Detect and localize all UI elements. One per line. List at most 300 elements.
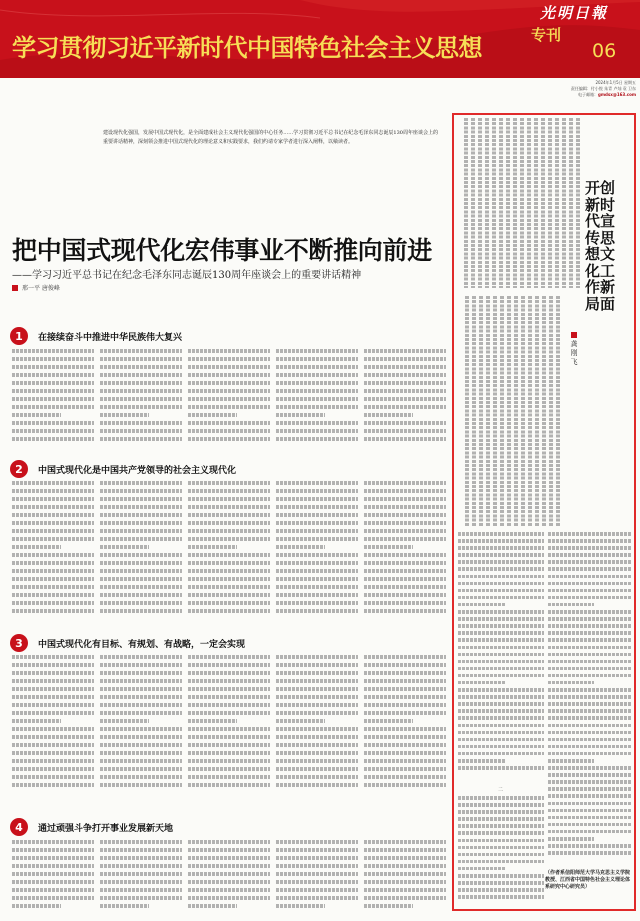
text-line xyxy=(458,567,544,571)
text-line xyxy=(364,775,446,779)
text-line xyxy=(458,695,544,699)
text-column xyxy=(493,296,497,526)
text-line xyxy=(100,735,182,739)
text-line xyxy=(548,794,632,798)
text-line xyxy=(12,437,94,441)
text-line xyxy=(364,513,446,517)
text-line xyxy=(548,560,632,564)
newspaper-logo: 光明日報 xyxy=(540,4,609,22)
text-line xyxy=(458,660,544,664)
text-line xyxy=(276,751,358,755)
text-line xyxy=(364,655,446,659)
text-line xyxy=(458,560,544,564)
text-line xyxy=(364,848,446,852)
text-line xyxy=(276,872,358,876)
text-line xyxy=(276,687,358,691)
text-line xyxy=(276,373,358,377)
text-line xyxy=(12,864,94,868)
text-line xyxy=(100,872,182,876)
text-line xyxy=(100,437,182,441)
text-line xyxy=(364,537,446,541)
text-line xyxy=(12,671,94,675)
text-line xyxy=(188,489,270,493)
sidebar-section-mark: 二 xyxy=(498,787,504,793)
text-line xyxy=(548,773,632,777)
text-line xyxy=(276,609,358,613)
text-line xyxy=(458,810,544,814)
text-line xyxy=(188,601,270,605)
text-line xyxy=(100,767,182,771)
text-line xyxy=(548,738,632,742)
text-line xyxy=(100,497,182,501)
text-line xyxy=(188,727,270,731)
text-line xyxy=(188,687,270,691)
text-line xyxy=(364,481,446,485)
text-line xyxy=(12,735,94,739)
text-line xyxy=(12,489,94,493)
text-line xyxy=(364,840,446,844)
text-line xyxy=(100,529,182,533)
text-line xyxy=(458,874,544,878)
text-line xyxy=(458,553,544,557)
text-line xyxy=(188,389,270,393)
text-line xyxy=(548,553,632,557)
text-line xyxy=(12,405,94,409)
text-line xyxy=(548,816,632,820)
text-column xyxy=(507,296,511,526)
text-line xyxy=(12,429,94,433)
text-line xyxy=(364,389,446,393)
text-line xyxy=(458,846,544,850)
text-line xyxy=(458,752,544,756)
text-line xyxy=(12,751,94,755)
text-line xyxy=(188,529,270,533)
text-line xyxy=(12,585,94,589)
text-column xyxy=(562,118,566,288)
text-line xyxy=(276,601,358,605)
text-line xyxy=(364,593,446,597)
text-line xyxy=(276,405,358,409)
column-tag: 专刊 xyxy=(531,26,562,44)
text-line xyxy=(364,585,446,589)
text-line xyxy=(364,489,446,493)
text-line xyxy=(100,719,149,723)
text-line xyxy=(12,373,94,377)
text-line xyxy=(364,529,446,533)
text-line xyxy=(100,775,182,779)
text-line xyxy=(548,646,632,650)
text-line xyxy=(458,667,544,671)
text-line xyxy=(548,780,632,784)
text-line xyxy=(100,687,182,691)
text-line xyxy=(458,803,544,807)
text-line xyxy=(188,663,270,667)
text-line xyxy=(12,505,94,509)
text-column xyxy=(514,296,518,526)
article-headline: 把中国式现代化宏伟事业不断推向前进 xyxy=(12,236,432,265)
text-line xyxy=(276,349,358,353)
text-line xyxy=(100,671,182,675)
text-line xyxy=(12,381,94,385)
text-line xyxy=(276,381,358,385)
text-line xyxy=(188,569,270,573)
text-line xyxy=(100,545,149,549)
text-line xyxy=(458,895,544,899)
text-line xyxy=(364,856,446,860)
text-line xyxy=(458,724,544,728)
text-line xyxy=(548,787,632,791)
text-line xyxy=(458,860,544,864)
text-line xyxy=(100,577,182,581)
text-line xyxy=(188,405,270,409)
text-line xyxy=(276,775,358,779)
text-line xyxy=(12,759,94,763)
author-square-icon xyxy=(571,332,577,338)
text-line xyxy=(548,851,632,855)
text-line xyxy=(364,695,446,699)
text-line xyxy=(188,421,270,425)
issue-meta xyxy=(548,80,636,98)
text-line xyxy=(188,783,270,787)
text-column xyxy=(465,296,469,526)
text-column xyxy=(478,118,482,288)
text-line xyxy=(12,703,94,707)
text-line xyxy=(276,365,358,369)
text-line xyxy=(548,709,632,713)
text-line xyxy=(458,702,544,706)
text-line xyxy=(188,743,270,747)
text-line xyxy=(12,561,94,565)
text-line xyxy=(364,405,446,409)
text-line xyxy=(458,731,544,735)
text-column xyxy=(485,118,489,288)
text-line xyxy=(548,617,632,621)
text-line xyxy=(364,719,413,723)
text-line xyxy=(100,357,182,361)
text-line xyxy=(548,589,632,593)
section-number-badge: 4 xyxy=(10,818,28,836)
text-line xyxy=(548,802,632,806)
text-line xyxy=(100,405,182,409)
text-line xyxy=(276,703,358,707)
text-line xyxy=(458,646,544,650)
text-line xyxy=(364,365,446,369)
section-heading-4 xyxy=(10,817,448,837)
text-line xyxy=(458,831,544,835)
text-line xyxy=(100,655,182,659)
text-line xyxy=(100,783,182,787)
text-line xyxy=(12,389,94,393)
text-line xyxy=(458,596,544,600)
text-line xyxy=(188,521,270,525)
text-line xyxy=(100,521,182,525)
text-line xyxy=(188,864,270,868)
text-line xyxy=(276,553,358,557)
text-line xyxy=(276,489,358,493)
text-column xyxy=(556,296,560,526)
text-line xyxy=(548,603,594,607)
text-line xyxy=(276,437,358,441)
text-line xyxy=(276,783,358,787)
text-line xyxy=(548,667,632,671)
text-line xyxy=(100,569,182,573)
text-line xyxy=(12,856,94,860)
text-line xyxy=(458,575,544,579)
sidebar-author-name: 龚刚飞 xyxy=(570,340,578,366)
text-line xyxy=(276,561,358,565)
text-line xyxy=(364,671,446,675)
text-column xyxy=(569,118,573,288)
text-line xyxy=(188,505,270,509)
text-line xyxy=(188,671,270,675)
text-line xyxy=(548,596,632,600)
text-line xyxy=(458,617,544,621)
text-line xyxy=(548,610,632,614)
text-line xyxy=(12,783,94,787)
text-line xyxy=(458,610,544,614)
text-line xyxy=(188,497,270,501)
article-subtitle: ——学习习近平总书记在纪念毛泽东同志诞辰130周年座谈会上的重要讲话精神 xyxy=(12,270,362,281)
text-line xyxy=(12,896,94,900)
text-line xyxy=(364,727,446,731)
text-line xyxy=(458,624,544,628)
text-line xyxy=(12,872,94,876)
text-line xyxy=(364,783,446,787)
text-line xyxy=(548,759,594,763)
text-line xyxy=(100,349,182,353)
text-column xyxy=(520,118,524,288)
masthead-title: 学习贯彻习近平新时代中国特色社会主义思想 xyxy=(12,34,482,62)
text-column xyxy=(555,118,559,288)
text-line xyxy=(100,727,182,731)
text-line xyxy=(188,373,270,377)
text-line xyxy=(364,601,446,605)
text-line xyxy=(12,743,94,747)
text-line xyxy=(458,766,544,770)
text-line xyxy=(458,539,544,543)
text-line xyxy=(364,577,446,581)
text-column xyxy=(499,118,503,288)
text-line xyxy=(12,521,94,525)
section-title: 中国式现代化是中国共产党领导的社会主义现代化 xyxy=(38,465,237,476)
text-line xyxy=(548,539,632,543)
text-line xyxy=(100,561,182,565)
text-line xyxy=(12,529,94,533)
email-address: gmdsx@163.com xyxy=(597,92,636,97)
text-line xyxy=(100,711,182,715)
text-line xyxy=(364,751,446,755)
text-column xyxy=(500,296,504,526)
text-line xyxy=(548,546,632,550)
text-line xyxy=(100,505,182,509)
text-line xyxy=(100,848,182,852)
section-number-badge: 3 xyxy=(10,634,28,652)
text-line xyxy=(12,679,94,683)
text-line xyxy=(100,856,182,860)
text-line xyxy=(188,397,270,401)
text-line xyxy=(100,553,182,557)
text-column xyxy=(535,296,539,526)
text-line xyxy=(276,569,358,573)
text-line xyxy=(364,373,446,377)
text-line xyxy=(364,663,446,667)
text-line xyxy=(276,856,358,860)
text-line xyxy=(188,711,270,715)
text-line xyxy=(364,743,446,747)
text-line xyxy=(364,561,446,565)
text-column xyxy=(471,118,475,288)
text-column xyxy=(534,118,538,288)
text-line xyxy=(276,695,358,699)
text-line xyxy=(12,577,94,581)
text-line xyxy=(12,421,94,425)
text-line xyxy=(12,413,61,417)
author-names: 邢一平 唐俊峰 xyxy=(22,285,60,292)
text-line xyxy=(100,373,182,377)
text-line xyxy=(548,681,594,685)
text-line xyxy=(100,365,182,369)
text-column xyxy=(521,296,525,526)
text-line xyxy=(188,609,270,613)
section-body-2 xyxy=(12,481,446,621)
text-line xyxy=(458,888,544,892)
text-line xyxy=(458,759,505,763)
text-line xyxy=(100,703,182,707)
text-line xyxy=(12,663,94,667)
text-line xyxy=(12,569,94,573)
text-line xyxy=(276,389,358,393)
sidebar-text-col-left xyxy=(458,532,544,776)
text-line xyxy=(188,759,270,763)
text-column xyxy=(549,296,553,526)
text-line xyxy=(12,888,94,892)
text-line xyxy=(548,837,594,841)
text-line xyxy=(188,695,270,699)
text-line xyxy=(188,585,270,589)
text-line xyxy=(12,840,94,844)
article-authors xyxy=(12,283,60,292)
text-line xyxy=(100,896,182,900)
editor-line: 责任编辑：付小悦 朱青 卢灿 袁 卫东 xyxy=(570,86,636,91)
text-line xyxy=(364,521,446,525)
text-line xyxy=(364,880,446,884)
text-line xyxy=(276,413,325,417)
text-line xyxy=(100,481,182,485)
text-column xyxy=(576,118,580,288)
text-line xyxy=(188,751,270,755)
sidebar-author xyxy=(568,332,580,367)
text-line xyxy=(12,357,94,361)
text-line xyxy=(12,775,94,779)
text-line xyxy=(100,888,182,892)
text-line xyxy=(364,349,446,353)
text-line xyxy=(548,660,632,664)
text-line xyxy=(276,663,358,667)
text-line xyxy=(276,497,358,501)
text-line xyxy=(276,896,358,900)
text-line xyxy=(276,481,358,485)
text-line xyxy=(276,735,358,739)
text-line xyxy=(100,840,182,844)
text-line xyxy=(548,631,632,635)
text-line xyxy=(12,553,94,557)
section-body-3 xyxy=(12,655,446,795)
text-line xyxy=(188,719,237,723)
text-line xyxy=(100,679,182,683)
masthead-banner xyxy=(0,0,640,78)
text-line xyxy=(100,609,182,613)
text-line xyxy=(364,703,446,707)
text-line xyxy=(100,585,182,589)
text-line xyxy=(548,844,632,848)
text-line xyxy=(188,840,270,844)
text-line xyxy=(276,421,358,425)
sidebar-text-col-left-lower xyxy=(458,796,544,906)
text-line xyxy=(364,397,446,401)
text-line xyxy=(276,537,358,541)
text-line xyxy=(276,711,358,715)
text-line xyxy=(364,421,446,425)
text-column xyxy=(492,118,496,288)
text-line xyxy=(12,601,94,605)
text-line xyxy=(548,624,632,628)
text-line xyxy=(548,766,632,770)
text-line xyxy=(276,848,358,852)
text-line xyxy=(458,589,544,593)
text-line xyxy=(458,674,544,678)
text-column xyxy=(506,118,510,288)
text-line xyxy=(458,546,544,550)
text-line xyxy=(364,872,446,876)
text-line xyxy=(364,545,413,549)
text-column xyxy=(472,296,476,526)
text-line xyxy=(276,840,358,844)
text-line xyxy=(276,679,358,683)
text-line xyxy=(364,904,413,908)
text-line xyxy=(188,537,270,541)
intro-paragraph: 建设现代化强国，发展中国式现代化，是全面建成社会主义现代化强国的中心任务……学习贯彻习近平总书记在纪念毛泽东同志诞辰130周年座谈会上的重要讲话精神，深刻领会推进中国式现代化的理论意义和实践要求，我们约请专家学者进行深入阐释，以飨读者。 xyxy=(103,130,438,145)
text-line xyxy=(12,365,94,369)
text-line xyxy=(100,743,182,747)
text-line xyxy=(188,349,270,353)
text-line xyxy=(188,856,270,860)
text-line xyxy=(188,880,270,884)
text-line xyxy=(276,767,358,771)
text-line xyxy=(458,532,544,536)
sidebar-vertical-text-mid xyxy=(456,296,560,526)
text-column xyxy=(542,296,546,526)
text-line xyxy=(188,429,270,433)
text-line xyxy=(12,537,94,541)
text-line xyxy=(276,904,325,908)
text-line xyxy=(188,593,270,597)
text-line xyxy=(276,397,358,401)
text-line xyxy=(458,745,544,749)
sidebar-text-col-right xyxy=(548,532,632,862)
text-line xyxy=(12,655,94,659)
text-line xyxy=(276,529,358,533)
section-heading-2 xyxy=(10,459,448,479)
section-body-1 xyxy=(12,349,446,449)
text-line xyxy=(100,751,182,755)
text-line xyxy=(548,731,632,735)
text-line xyxy=(188,904,237,908)
text-line xyxy=(12,593,94,597)
text-line xyxy=(100,397,182,401)
text-line xyxy=(458,582,544,586)
text-line xyxy=(276,593,358,597)
text-line xyxy=(276,577,358,581)
